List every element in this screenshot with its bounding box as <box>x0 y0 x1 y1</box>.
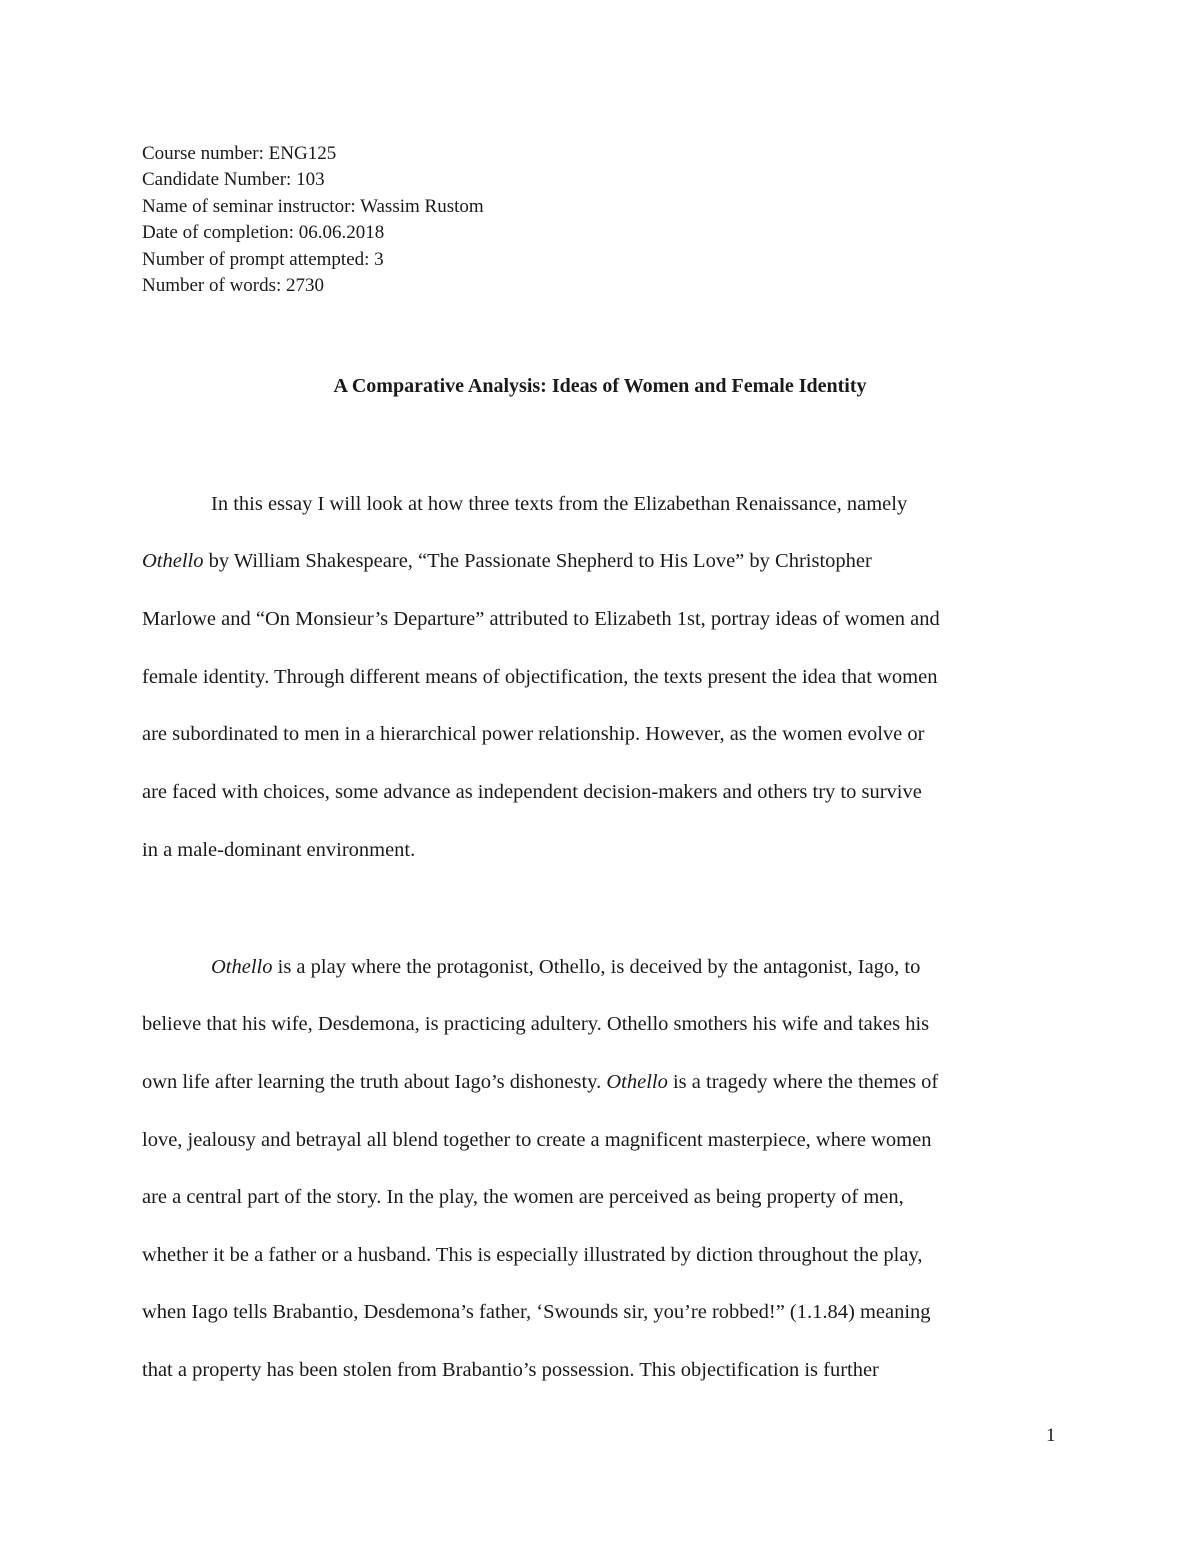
paragraph-2-line-2: believe that his wife, Desdemona, is practicing adultery. Othello smothers his wife and takes his <box>142 1013 930 1035</box>
paragraph-2-line-6: whether it be a father or a husband. This is especially illustrated by diction throughout the play, <box>142 1244 923 1266</box>
paragraph-2-line-3-text: is a tragedy where the themes of <box>667 1071 939 1093</box>
completion-date: Date of completion: 06.06.2018 <box>142 222 385 244</box>
paragraph-1-line-5: are subordinated to men in a hierarchical power relationship. However, as the women evolve or <box>142 723 925 745</box>
paragraph-1-line-7: in a male-dominant environment. <box>142 839 416 861</box>
paragraph-1-line-1: In this essay I will look at how three texts from the Elizabethan Renaissance, namely <box>211 493 908 515</box>
paragraph-1-line-6: are faced with choices, some advance as independent decision-makers and others try to survive <box>142 781 922 803</box>
paragraph-1-line-4: female identity. Through different means of objectification, the texts present the idea that women <box>142 666 938 688</box>
paragraph-2-line-3-pre: own life after learning the truth about Iago’s dishonesty. <box>142 1071 607 1093</box>
candidate-number: Candidate Number: 103 <box>142 169 325 191</box>
prompt-number: Number of prompt attempted: 3 <box>142 248 384 270</box>
paragraph-1-line-3: Marlowe and “On Monsieur’s Departure” attributed to Elizabeth 1st, portray ideas of women and <box>142 608 940 630</box>
essay-header <box>142 141 484 299</box>
othello-title-italic: Othello <box>606 1071 668 1093</box>
paragraph-2-line-4: love, jealousy and betrayal all blend together to create a magnificent masterpiece, where women <box>142 1129 932 1151</box>
paragraph-2-line-3 <box>142 1068 938 1096</box>
paragraph-2-line-7: when Iago tells Brabantio, Desdemona’s father, ‘Swounds sir, you’re robbed!” (1.1.84) meaning <box>142 1301 931 1323</box>
paragraph-2-line-1 <box>211 953 920 981</box>
word-count: Number of words: 2730 <box>142 275 325 297</box>
course-number: Course number: ENG125 <box>142 143 337 164</box>
othello-title-italic: Othello <box>142 550 204 572</box>
instructor-name: Name of seminar instructor: Wassim Rustom <box>142 195 484 217</box>
essay-title: A Comparative Analysis: Ideas of Women and Female Identity <box>333 375 867 397</box>
paragraph-2-line-8: that a property has been stolen from Brabantio’s possession. This objectification is further <box>142 1359 879 1381</box>
paragraph-2-line-1-text: is a play where the protagonist, Othello, is deceived by the antagonist, Iago, to <box>272 956 921 978</box>
page-number: 1 <box>1046 1425 1056 1446</box>
paragraph-2-line-5: are a central part of the story. In the play, the women are perceived as being property of men, <box>142 1186 904 1208</box>
paragraph-1-line-2-text: by William Shakespeare, “The Passionate Shepherd to His Love” by Christopher <box>203 550 872 572</box>
paragraph-1-line-2 <box>142 547 872 575</box>
othello-title-italic: Othello <box>211 956 273 978</box>
